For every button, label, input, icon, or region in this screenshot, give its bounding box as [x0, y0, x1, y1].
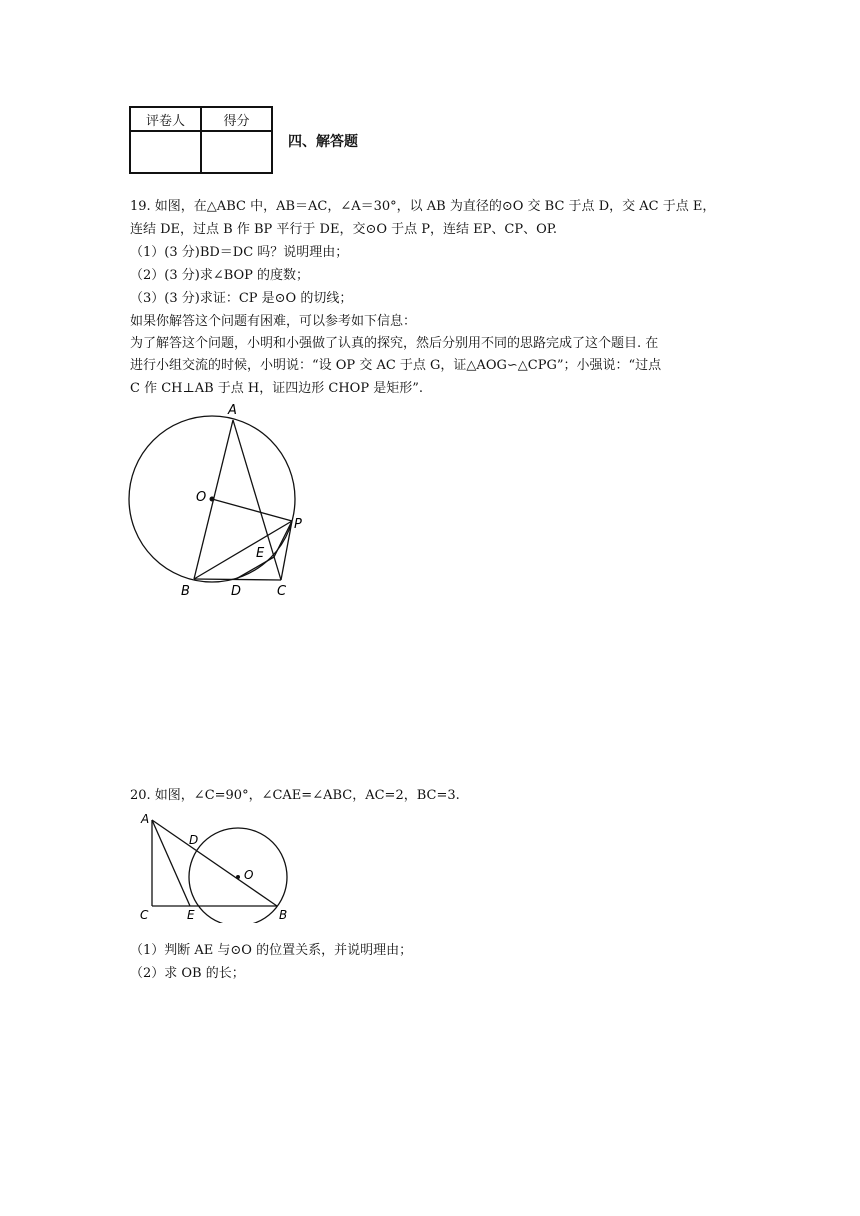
q20-part1: （1）判断 AE 与⊙O 的位置关系，并说明理由； [130, 943, 413, 958]
score-header: 得分 [201, 107, 272, 131]
q19-hint3: 进行小组交流的时候，小明说：“设 OP 交 AC 于点 G，证△AOG∽△CPG”；小强说：“过点 [130, 358, 662, 373]
label-b: B [181, 584, 190, 599]
label-a: A [141, 812, 150, 826]
segment-op [212, 499, 292, 521]
label-p: P [294, 517, 302, 532]
q19-hint1: 如果你解答这个问题有困难，可以参考如下信息： [130, 314, 417, 329]
label-d: D [189, 833, 199, 847]
grader-cell[interactable] [130, 131, 201, 173]
q19-part3: （3）(3 分)求证：CP 是⊙O 的切线； [130, 291, 353, 306]
q19-hint2: 为了解答这个问题，小明和小强做了认真的探究，然后分别用不同的思路完成了这个题目. 在 [130, 336, 659, 351]
q19-part1: （1）(3 分)BD＝DC 吗？说明理由； [130, 245, 349, 260]
label-o: O [244, 868, 254, 882]
q20-part2: （2）求 OB 的长； [130, 966, 245, 981]
label-c: C [140, 908, 149, 922]
q19-hint4: C 作 CH⊥AB 于点 H，证四边形 CHOP 是矩形”. [130, 381, 423, 396]
label-a: A [228, 403, 237, 418]
score-table [129, 106, 273, 174]
label-c: C [277, 584, 287, 599]
q19-stem-line1: 19. 如图，在△ABC 中，AB＝AC，∠A＝30°，以 AB 为直径的⊙O 交 BC 于点 D，交 AC 于点 E， [130, 199, 716, 214]
label-b: B [279, 908, 288, 922]
label-e: E [256, 546, 265, 561]
label-d: D [231, 584, 242, 599]
q20-stem: 20. 如图，∠C=90°，∠CAE=∠ABC，AC=2，BC=3. [130, 788, 460, 803]
segment-cp [281, 521, 292, 580]
q19-part2: （2）(3 分)求∠BOP 的度数； [130, 268, 310, 283]
q19-figure [120, 400, 320, 605]
score-cell[interactable] [201, 131, 272, 173]
label-e: E [187, 908, 195, 922]
center-o-dot [210, 497, 215, 502]
q19-stem-line2: 连结 DE，过点 B 作 BP 平行于 DE，交⊙O 于点 P，连结 EP、CP、OP. [130, 222, 558, 237]
segment-de [236, 557, 274, 579]
section-title: 四、解答题 [288, 134, 358, 150]
segment-bc [194, 579, 281, 580]
center-o-dot [236, 875, 240, 879]
grader-header: 评卷人 [130, 107, 201, 131]
label-o: O [196, 490, 207, 505]
q20-figure [135, 808, 305, 923]
